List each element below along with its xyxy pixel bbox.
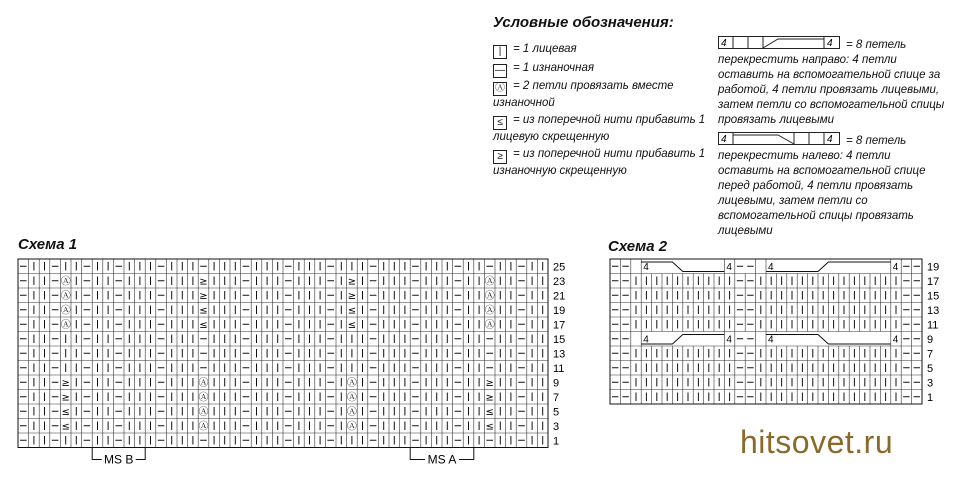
stitch-symbol: ≥ (199, 276, 208, 288)
cable-num: 4 (721, 134, 727, 145)
watermark: hitsovet.ru (740, 424, 894, 460)
stitch-symbol: ≥ (485, 378, 494, 389)
cable-num: 4 (643, 334, 649, 346)
purl-icon: — (495, 65, 505, 76)
cable-line (766, 262, 891, 272)
stitch-symbol: ≥ (199, 291, 208, 302)
stitch-symbol: Ⓐ (484, 305, 495, 317)
ms-b-label: MS B (104, 452, 134, 467)
stitch-symbol: ≤ (199, 320, 208, 331)
legend-title: Условные обозначения: (493, 14, 674, 31)
cable-num: 4 (827, 38, 833, 49)
stitch-symbol: Ⓐ (198, 421, 209, 433)
legend-text: = 1 лицевая (513, 43, 577, 55)
legend-cable-right (718, 36, 948, 128)
cable-num: 4 (768, 334, 774, 346)
stitch-symbol: Ⓐ (484, 320, 495, 331)
stitch-symbol: ≤ (347, 320, 357, 331)
cable-num: 4 (768, 262, 774, 273)
cable-line (641, 335, 724, 345)
stitch-symbol: Ⓐ (198, 407, 209, 418)
stitch-symbol: Ⓐ (60, 276, 71, 288)
stitch-symbol: Ⓐ (484, 276, 495, 288)
stitch-symbol: ≥ (485, 392, 494, 404)
cable-num: 4 (643, 262, 649, 273)
row-label: 3 (927, 377, 934, 390)
row-label: 25 (553, 261, 566, 274)
ms-a-label: MS A (427, 452, 457, 467)
cable-num: 4 (726, 262, 732, 273)
cable-line (766, 335, 891, 345)
row-label: 13 (927, 305, 940, 317)
stitch-symbol: Ⓐ (60, 305, 71, 317)
k2tog-purl-icon: Ⓐ (495, 83, 505, 94)
cable-num: 4 (726, 334, 732, 346)
legend-item-purl (493, 61, 708, 78)
stitch-symbol: ≥ (61, 392, 70, 404)
stitch-symbol: ≤ (485, 407, 494, 418)
legend-item-k2tog (493, 79, 708, 111)
stitch-symbol: ≤ (485, 421, 494, 433)
stitch-symbol: Ⓐ (198, 392, 209, 404)
row-label: 19 (553, 305, 566, 317)
stitch-symbol: ≤ (61, 421, 70, 433)
stitch-symbol: Ⓐ (346, 407, 357, 418)
stitch-symbol: ≥ (347, 291, 357, 302)
legend-item-m1-purl (493, 147, 708, 179)
stitch-symbol: ≤ (347, 305, 357, 317)
stitch-symbol: Ⓐ (198, 378, 209, 389)
legend-text: = 8 петель перекрестить налево: 4 петли оставить на вспомогательной спице перед работой, 4 петли провязать лицевыми, затем петли со вспомогательной спицы провязать лицевыми (718, 135, 926, 237)
legend-item-m1-knit (493, 113, 708, 145)
row-label: 15 (553, 334, 566, 346)
scheme1-title: Схема 1 (18, 236, 78, 253)
row-label: 5 (927, 363, 934, 375)
row-label: 23 (553, 276, 566, 288)
legend-text: = 1 изнаночная (513, 62, 594, 74)
cable-right-icon (718, 36, 840, 50)
stitch-symbol: Ⓐ (346, 392, 357, 404)
row-label: 13 (553, 348, 566, 361)
row-label: 1 (553, 435, 560, 448)
row-label: 3 (553, 421, 560, 433)
stitch-symbol: Ⓐ (60, 291, 71, 302)
cable-num: 4 (892, 334, 899, 346)
stitch-symbol: Ⓐ (484, 291, 495, 302)
row-label: 7 (553, 392, 560, 404)
legend-text: = 2 петли провязать вместе изнаночной (493, 80, 674, 109)
legend-text: = 8 петель перекрестить направо: 4 петли оставить на вспомогательной спице за работой, 4 петли провязать лицевыми, затем петли со вспомогательной спицы провязать лицевыми (718, 39, 945, 126)
stitch-symbol: ≤ (61, 407, 70, 418)
scheme2-chart (610, 259, 950, 409)
cable-left-icon (718, 132, 840, 146)
row-label: 9 (553, 377, 560, 390)
cable-num: 4 (827, 134, 833, 145)
stitch-symbol: ≤ (199, 305, 208, 317)
legend-cable-left (718, 132, 948, 239)
scheme2-title: Схема 2 (608, 238, 668, 255)
stitch-symbol: Ⓐ (60, 320, 71, 331)
stitch-symbol: Ⓐ (346, 421, 357, 433)
row-label: 11 (553, 363, 565, 375)
row-label: 1 (927, 392, 934, 404)
stitch-symbol: ≥ (61, 378, 70, 389)
stitch-symbol: Ⓐ (346, 378, 357, 389)
row-label: 17 (553, 319, 566, 332)
m1-purl-icon: ≥ (493, 150, 507, 164)
m1-knit-icon: ≤ (493, 116, 507, 130)
legend-text: = из поперечной нити прибавить 1 лицевую скрещенную (493, 114, 706, 143)
row-label: 5 (553, 406, 560, 419)
row-label: 15 (927, 290, 940, 303)
legend-text: = из поперечной нити прибавить 1 изнаночную скрещенную (493, 148, 706, 177)
stitch-symbol: ≥ (347, 276, 357, 288)
row-label: 21 (553, 290, 566, 303)
cable-num: 4 (721, 38, 727, 49)
row-label: 19 (927, 261, 940, 274)
row-label: 17 (927, 276, 940, 288)
cable-num: 4 (892, 262, 899, 273)
row-label: 9 (927, 334, 934, 346)
legend-item-knit (493, 42, 708, 59)
knit-icon: | (493, 45, 507, 59)
scheme1-chart (18, 259, 578, 474)
row-label: 7 (927, 348, 934, 361)
cable-line (641, 262, 724, 272)
row-label: 11 (927, 319, 939, 332)
